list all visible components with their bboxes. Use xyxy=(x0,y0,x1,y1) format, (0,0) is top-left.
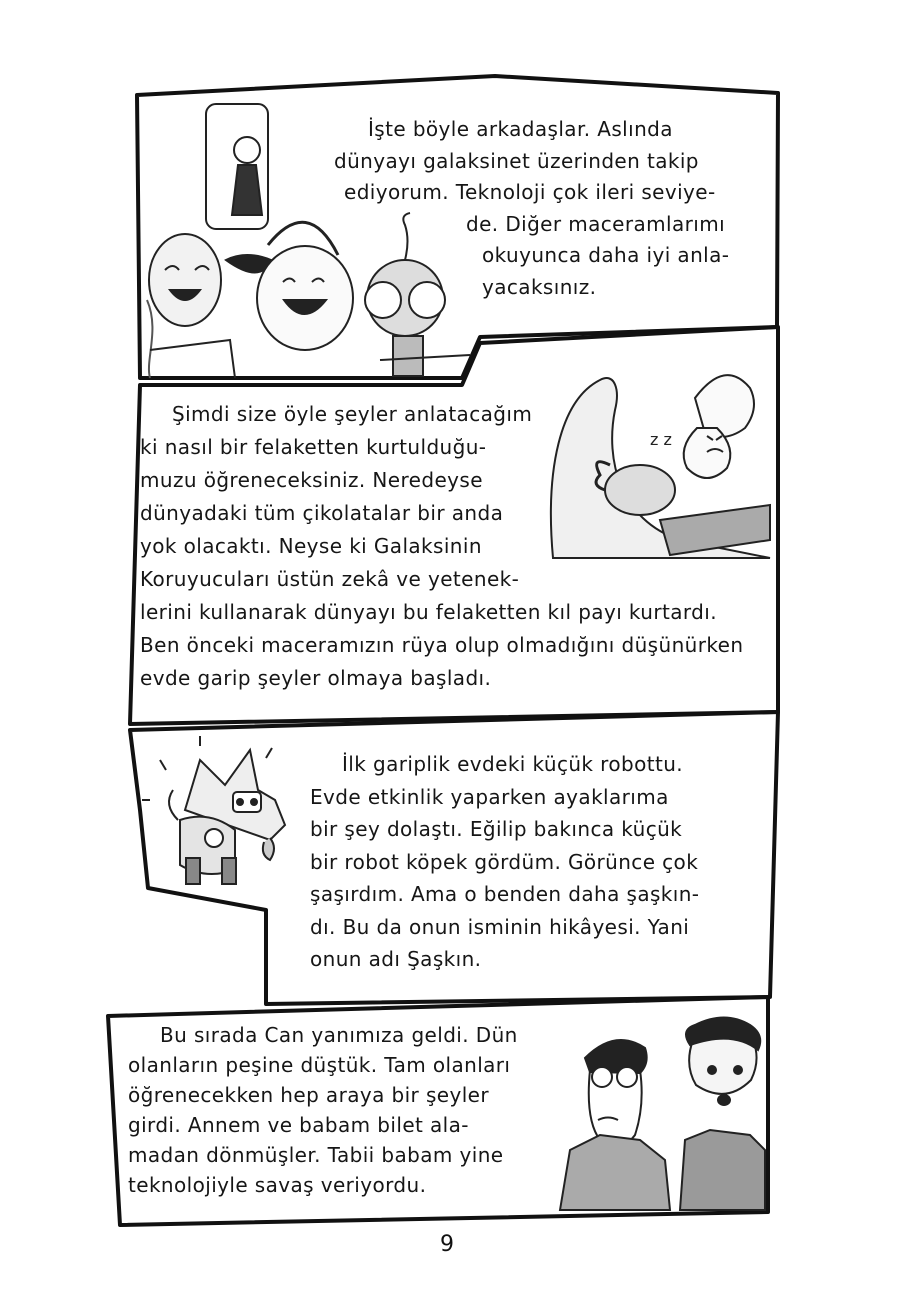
caption-line: şaşırdım. Ama o benden daha şaşkın- xyxy=(310,882,700,906)
panel-4-illustration xyxy=(560,1018,765,1211)
caption-line: ediyorum. Teknoloji çok ileri seviye- xyxy=(344,180,716,204)
caption-line: ki nasıl bir felaketten kurtulduğu- xyxy=(140,435,487,459)
caption-line: yacaksınız. xyxy=(482,274,597,299)
panel-3-illustration xyxy=(142,736,285,884)
caption-line: lerini kullanarak dünyayı bu felaketten kıl payı kurtardı. xyxy=(140,600,717,624)
caption-line: teknolojiyle savaş veriyordu. xyxy=(128,1173,427,1197)
caption-line: de. Diğer maceramlarımı xyxy=(466,211,726,236)
caption-line: Bu sırada Can yanımıza geldi. Dün xyxy=(160,1023,518,1047)
caption-line: evde garip şeyler olmaya başladı. xyxy=(140,666,492,690)
panel-3-caption xyxy=(310,748,765,976)
panel-4-caption xyxy=(128,1020,558,1200)
caption-line: Şimdi size öyle şeyler anlatacağım xyxy=(172,402,533,426)
caption-line: bir robot köpek gördüm. Görünce çok xyxy=(310,849,699,874)
caption-line: yok olacaktı. Neyse ki Galaksinin xyxy=(140,534,482,558)
caption-line: Koruyucuları üstün zekâ ve yetenek- xyxy=(140,567,520,591)
caption-line: girdi. Annem ve babam bilet ala- xyxy=(128,1113,469,1137)
caption-line: İşte böyle arkadaşlar. Aslında xyxy=(368,117,673,141)
caption-line: muzu öğreneceksiniz. Neredeyse xyxy=(140,468,483,492)
panel-2-caption xyxy=(140,398,770,695)
panel-1-caption xyxy=(334,114,766,303)
caption-line: olanların peşine düştük. Tam olanları xyxy=(128,1053,511,1077)
caption-line: dı. Bu da onun isminin hikâyesi. Yani xyxy=(310,914,690,939)
caption-line: okuyunca daha iyi anla- xyxy=(482,243,730,267)
caption-line: dünyayı galaksinet üzerinden takip xyxy=(334,148,699,173)
caption-line: bir şey dolaştı. Eğilip bakınca küçük xyxy=(310,817,683,841)
caption-line: Evde etkinlik yaparken ayaklarıma xyxy=(310,784,669,809)
caption-line: dünyadaki tüm çikolatalar bir anda xyxy=(140,501,504,525)
caption-line: onun adı Şaşkın. xyxy=(310,947,482,971)
caption-line: İlk gariplik evdeki küçük robottu. xyxy=(342,752,684,776)
caption-line: Ben önceki maceramızın rüya olup olmadığını düşünürken xyxy=(140,633,744,657)
caption-line: madan dönmüşler. Tabii babam yine xyxy=(128,1143,504,1167)
page-number: 9 xyxy=(440,1232,454,1257)
caption-line: öğrenecekken hep araya bir şeyler xyxy=(128,1083,489,1107)
svg-text:z z: z z xyxy=(650,430,672,449)
